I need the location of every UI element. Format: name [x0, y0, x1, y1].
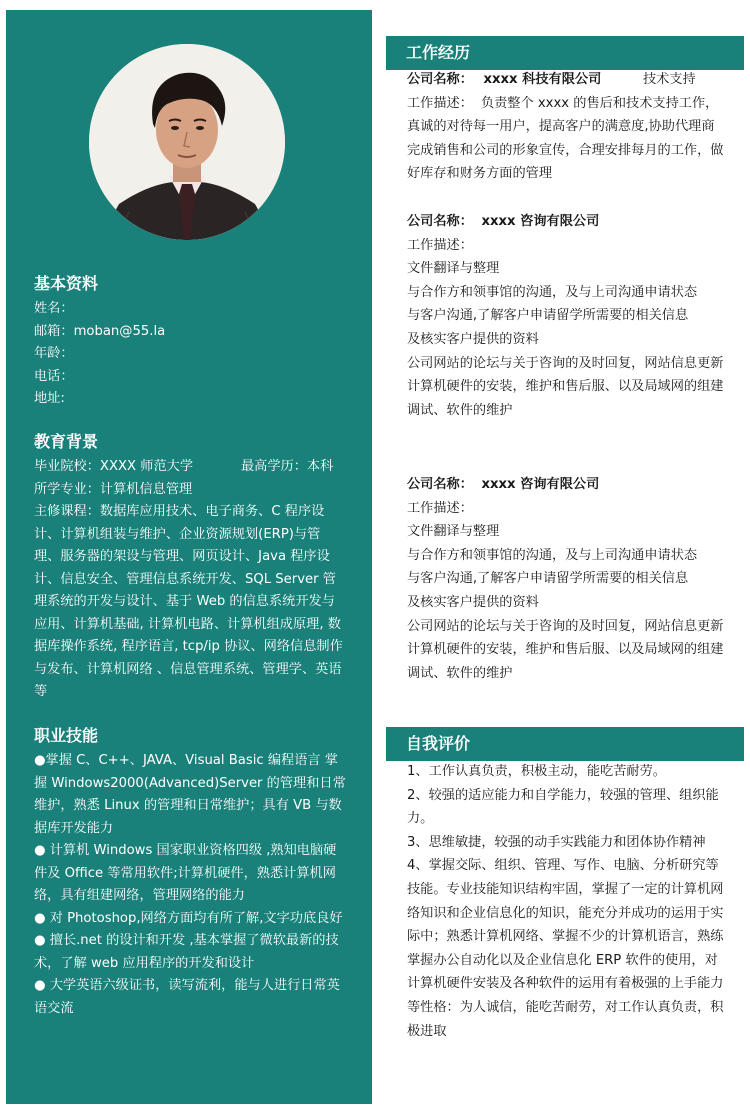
self-eval-header-bar [386, 727, 744, 761]
education-section [34, 430, 346, 704]
skill-item: ●掌握 C、C++、JAVA、Visual Basic 编程语言 掌握 Windows2000(Advanced)Server 的管理和日常维护，熟悉 Linux 的管理和日常维护；具有 VB 与数据库开发能力 [34, 753, 346, 836]
phone-row [34, 366, 346, 389]
company-name: xxxx 科技有限公司 [483, 72, 602, 87]
school-row [34, 456, 346, 479]
desc-line: 文件翻译与整理 [407, 524, 500, 540]
self-eval-title: 自我评价 [406, 734, 471, 753]
skill-item: ● 对 Photoshop,网络方面均有所了解,文字功底良好 [34, 910, 343, 926]
self-eval-item: 4、掌握交际、组织、管理、写作、电脑、分析研究等技能。专业技能知识结构牢固，掌握了一定的计算机网络知识和企业信息化的知识，能充分并成功的运用于实际中；熟悉计算机网络、掌握不少的计算机语言，熟练掌握办公自动化以及企业信息化 ERP 软件的使用，对计算机硬件安装及各种软件的运用有着极强的上手能力等性格：为人诚信，能吃苦耐劳，对工作认真负责，积极进取 [407, 858, 724, 1039]
self-eval-item: 2、较强的适应能力和自学能力，较强的管理、组织能力。 [407, 787, 719, 827]
age-label: 年龄： [34, 346, 74, 361]
job-desc [407, 92, 725, 186]
profile-photo [89, 44, 285, 240]
name-label: 姓名： [34, 301, 74, 316]
desc-line: 计算机硬件的安装，维护和售后服、以及局域网的组建调试、软件的维护 [407, 642, 724, 681]
job-3 [407, 473, 725, 685]
work-title: 工作经历 [406, 43, 471, 62]
desc-line: 与合作方和领事馆的沟通，及与上司沟通申请状态 [407, 284, 698, 300]
email-row [34, 321, 346, 344]
company-label: 公司名称： [407, 477, 473, 492]
skill-item: ● 计算机 Windows 国家职业资格四级 ,熟知电脑硬件及 Office 等常用软件;计算机硬件，熟悉计算机网络，具有组建网络，管理网络的能力 [34, 843, 337, 903]
desc-line: 公司网站的论坛与关于咨询的及时回复，网站信息更新 [407, 355, 724, 371]
company-label: 公司名称： [407, 72, 473, 87]
email-value: moban@55.la [73, 323, 166, 339]
company-name: xxxx 咨询有限公司 [481, 214, 600, 229]
job-company-row [407, 210, 725, 234]
address-row [34, 388, 346, 411]
desc-line: 计算机硬件的安装，维护和售后服、以及局域网的组建调试、软件的维护 [407, 379, 724, 418]
phone-label: 电话： [34, 368, 74, 384]
job-2 [407, 210, 725, 422]
desc-line: 与合作方和领事馆的沟通，及与上司沟通申请状态 [407, 547, 698, 563]
skill-item: ● 大学英语六级证书，读写流利，能与人进行日常英语交流 [34, 978, 340, 1016]
email-label: 邮箱： [34, 323, 74, 339]
name-row [34, 298, 346, 321]
job-position: 技术支持 [643, 72, 696, 87]
basic-info-section [34, 272, 346, 411]
desc-label: 工作描述： [407, 237, 473, 253]
self-eval-list [407, 760, 725, 1043]
company-label: 公司名称： [407, 214, 473, 229]
age-row [34, 343, 346, 366]
portrait-image [89, 44, 285, 240]
basic-info-title: 基本资料 [34, 274, 99, 293]
company-name: xxxx 咨询有限公司 [481, 477, 600, 492]
self-eval-item: 3、思维敏捷，较强的动手实践能力和团体协作精神 [407, 834, 706, 850]
job-company-row [407, 473, 725, 497]
address-label: 地址: [34, 391, 65, 406]
sidebar [6, 10, 372, 1104]
desc-line: 与客户沟通,了解客户申请留学所需要的相关信息 [407, 308, 689, 324]
desc-line: 文件翻译与整理 [407, 261, 500, 277]
desc-label: 工作描述： [407, 95, 473, 111]
desc-text: 负责整个 xxxx 的售后和技术支持工作，真诚的对待每一用户，提高客户的满意度,协助代理商完成销售和公司的形象宣传，合理安排每月的工作，做好库存和财务方面的管理 [407, 95, 724, 182]
skill-item: ● 擅长.net 的设计和开发 ,基本掌握了微软最新的技术，了解 web 应用程序的开发和设计 [34, 933, 339, 971]
skills-section [34, 724, 346, 1020]
work-header-bar [386, 36, 744, 70]
education-title: 教育背景 [34, 432, 99, 451]
desc-line: 及核实客户提供的资料 [407, 594, 539, 610]
desc-line: 及核实客户提供的资料 [407, 331, 539, 347]
job-company-row [407, 68, 725, 92]
courses-text: 主修课程：数据库应用技术、电子商务、C 程序设计、计算机组装与维护、企业资源规划(ERP)与管理、服务器的架设与管理、网页设计、Java 程序设计、信息安全、管理信息系统开发、SQL Server 管理系统的开发与设计、基于 Web 的信息系统开发与应用、计算机基础, 计算机电路、计算机组成原理, 数据库操作系统, 程序语言, tcp/ip 协议、网络信息制作与发布、计算机网络 、信息管理系统、管理学、英语等 [34, 504, 343, 699]
major-text: 所学专业：计算机信息管理 [34, 481, 193, 497]
desc-line: 与客户沟通,了解客户申请留学所需要的相关信息 [407, 571, 689, 587]
degree-text: 最高学历：本科 [241, 459, 334, 474]
self-eval-item: 1、工作认真负责，积极主动，能吃苦耐劳。 [407, 764, 666, 779]
job-1 [407, 68, 725, 186]
desc-label: 工作描述： [407, 500, 473, 516]
school-text: 毕业院校：XXXX 师范大学 [34, 459, 194, 474]
skills-title: 职业技能 [34, 726, 99, 745]
desc-line: 公司网站的论坛与关于咨询的及时回复，网站信息更新 [407, 618, 724, 634]
